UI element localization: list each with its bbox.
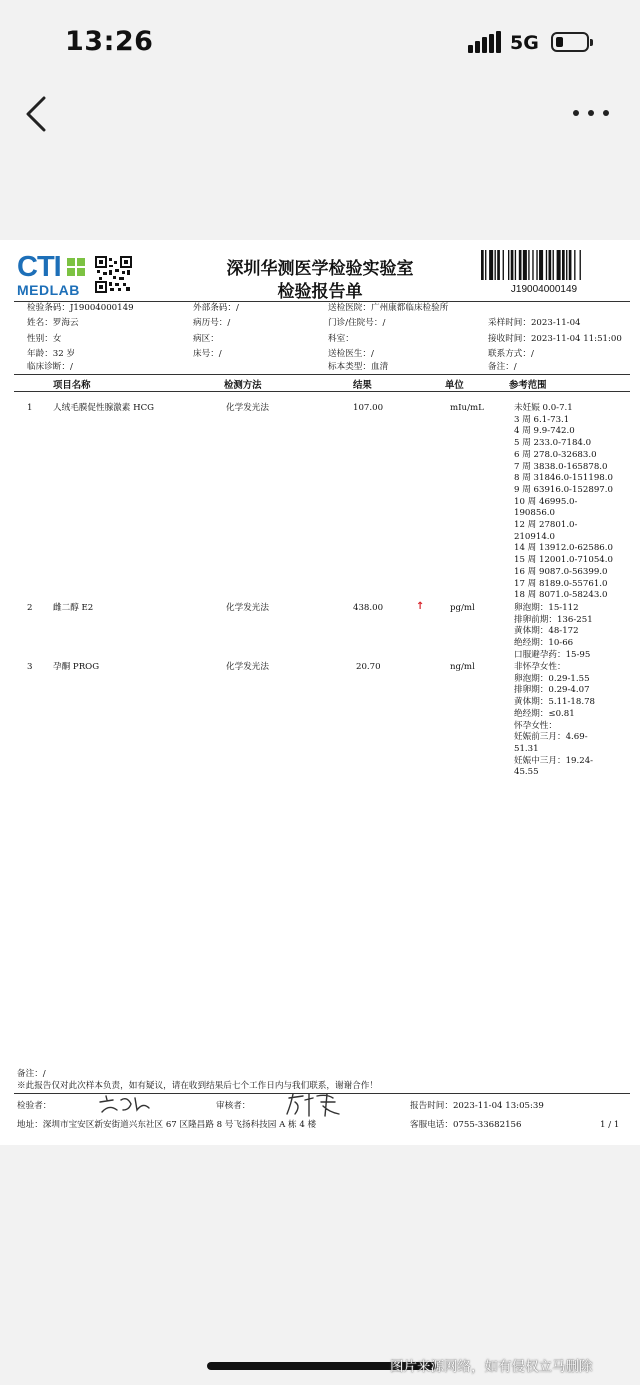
watermark-text: 图片来源网络，如有侵权立马删除 — [390, 1359, 593, 1375]
reference-range: 卵泡期：15-112 排卵前期：136-251 黄体期：48-172 绝经期：10-66 口服避孕药：15-95 — [514, 603, 593, 660]
external-code: 外部条码：/ — [193, 303, 239, 313]
high-flag-arrow-icon: ↑ — [416, 601, 425, 612]
reviewer-signature — [283, 1090, 345, 1122]
receive-time: 接收时间：2023-11-04 11:51:00 — [488, 334, 622, 344]
sending-hospital: 送检医院：广州康都临床检验所 — [328, 303, 449, 313]
battery-icon — [551, 32, 589, 52]
info-divider — [14, 374, 630, 375]
department: 科室： — [328, 334, 354, 344]
test-result: 438.00 — [353, 603, 384, 613]
row-number: 2 — [27, 603, 33, 613]
sample-code: 检验条码：J19004000149 — [27, 303, 134, 313]
sample-type: 标本类型：血清 — [328, 362, 389, 372]
record-number: 病历号：/ — [193, 318, 231, 328]
reference-range: 非怀孕女性： 卵泡期：0.29-1.55 排卵期：0.29-4.07 黄体期：5.11-18.78 绝经期：≤0.81 怀孕女性： 妊娠前三月：4.69- 51.31 妊娠中三月：19.24- 45.55 — [514, 662, 596, 778]
table-header-divider — [14, 391, 630, 392]
report-time: 报告时间：2023-11-04 13:05:39 — [410, 1101, 544, 1111]
row-number: 1 — [27, 403, 33, 413]
patient-age: 年龄：32 岁 — [27, 349, 76, 359]
test-unit: ng/ml — [450, 662, 475, 672]
status-time: 13:26 — [65, 26, 154, 57]
row-number: 3 — [27, 662, 33, 672]
lab-report — [0, 240, 640, 1145]
barcode-number: J19004000149 — [510, 284, 578, 295]
back-chevron-icon[interactable] — [22, 94, 54, 134]
patient-name: 姓名：罗海云 — [27, 318, 79, 328]
page-number: 1 / 1 — [600, 1120, 620, 1130]
test-result: 20.70 — [356, 662, 381, 672]
column-header-reference: 参考范围 — [509, 380, 547, 391]
lab-address: 地址：深圳市宝安区新安街道兴东社区 67 区隆昌路 8 号飞扬科技园 A 栋 4 楼 — [17, 1120, 317, 1130]
test-name: 孕酮 PROG — [53, 662, 100, 672]
header-divider — [14, 301, 630, 302]
bed-number: 床号：/ — [193, 349, 222, 359]
sending-doctor: 送检医生：/ — [328, 349, 374, 359]
lab-name: 深圳华测医学检验实验室 — [226, 259, 414, 279]
patient-gender: 性别：女 — [27, 334, 62, 344]
test-method: 化学发光法 — [226, 603, 269, 613]
test-unit: mIu/mL — [450, 403, 484, 413]
test-method: 化学发光法 — [226, 662, 269, 672]
test-unit: pg/ml — [450, 603, 475, 613]
clinical-diagnosis: 临床诊断：/ — [27, 362, 73, 372]
tester-label: 检验者： — [17, 1101, 52, 1111]
column-header-unit: 单位 — [445, 380, 464, 391]
test-result: 107.00 — [353, 403, 384, 413]
tester-signature — [95, 1092, 155, 1120]
status-bar — [0, 0, 640, 80]
test-name: 人绒毛膜促性腺激素 HCG — [53, 403, 155, 413]
collect-time: 采样时间：2023-11-04 — [488, 318, 581, 328]
test-method: 化学发光法 — [226, 403, 269, 413]
more-options-icon[interactable] — [570, 104, 614, 122]
qr-code — [95, 256, 132, 293]
ward: 病区： — [193, 334, 219, 344]
disclaimer: ※此报告仅对此次样本负责，如有疑议，请在收到结果后七个工作日内与我们联系，谢谢合作！ — [17, 1081, 378, 1091]
barcode — [481, 250, 607, 280]
clinic-number: 门诊/住院号：/ — [328, 318, 386, 328]
column-header-result: 结果 — [353, 380, 372, 391]
report-title: 检验报告单 — [277, 282, 363, 302]
column-header-method: 检测方法 — [224, 380, 262, 391]
reviewer-label: 审核者： — [216, 1101, 251, 1111]
signal-icon — [468, 31, 502, 53]
service-phone: 客服电话：0755-33682156 — [410, 1120, 522, 1130]
column-header-name: 项目名称 — [53, 380, 91, 391]
cti-medlab-logo: CTI MEDLAB — [17, 252, 87, 298]
test-name: 雌二醇 E2 — [53, 603, 94, 613]
network-type: 5G — [510, 32, 539, 54]
reference-range: 未妊娠 0.0-7.1 3 周 6.1-73.1 4 周 9.9-742.0 5 周 233.0-7184.0 6 周 278.0-32683.0 7 周 3838.0-165878.0 8 周 31846.0-151198.0 9 周 63916.0-152897.0 10 周 46995.0- 190856.0 12 周 27801.0- 210914.0 14 周 13912.0-62586.0 15 周 12001.0-71054.0 16 周 9087.0-56399.0 17 周 8189.0-55761.0 18 周 8071.0-58243.0 — [514, 403, 613, 601]
contact-info: 联系方式：/ — [488, 349, 534, 359]
remark-bottom: 备注：/ — [17, 1069, 46, 1079]
remark-top: 备注：/ — [488, 362, 517, 372]
